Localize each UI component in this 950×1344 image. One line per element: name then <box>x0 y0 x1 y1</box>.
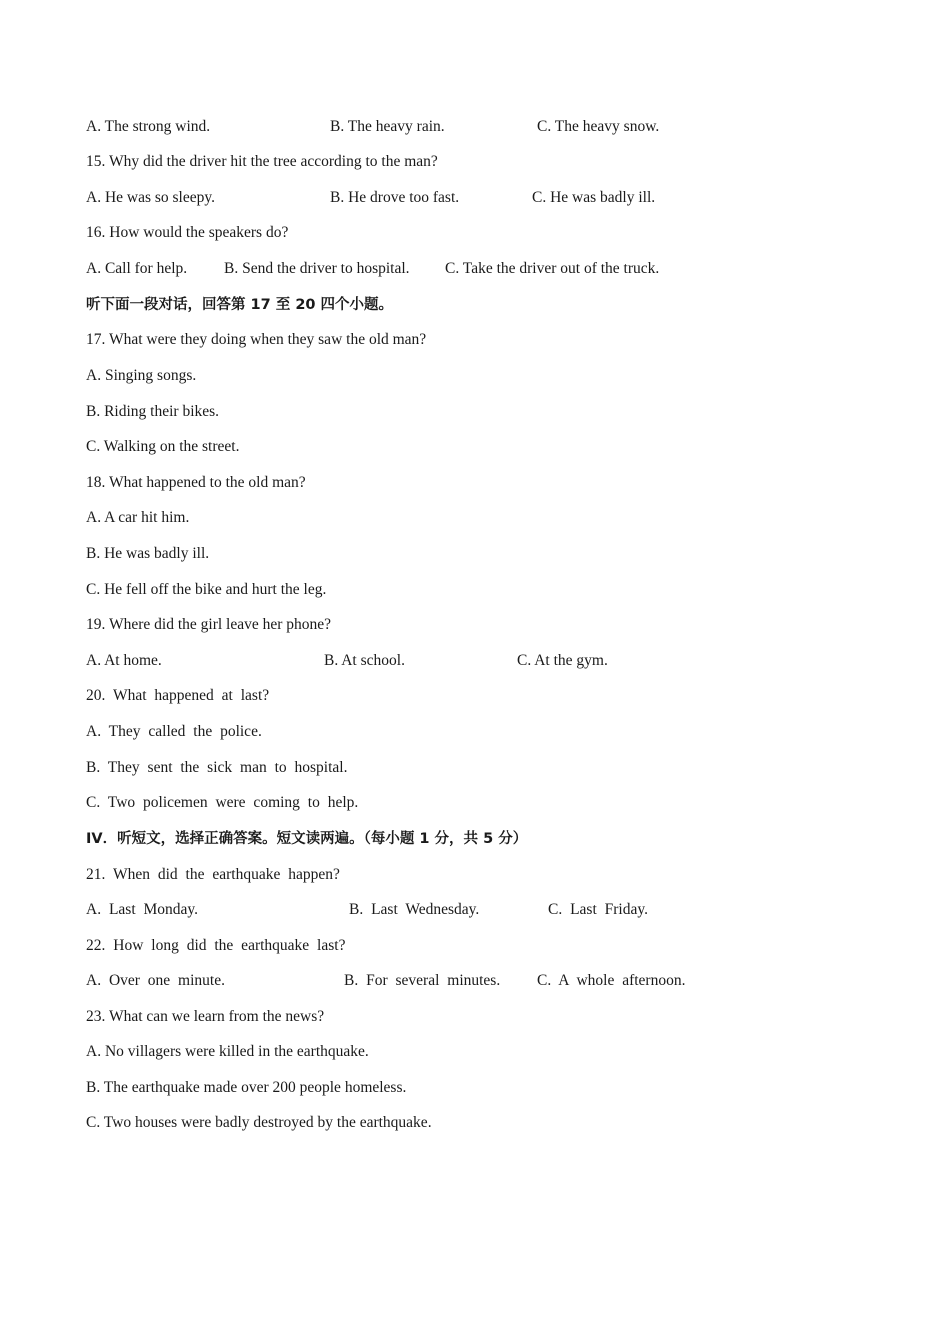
q20-option-b: B. They sent the sick man to hospital. <box>86 759 348 776</box>
q23-question: 23. What can we learn from the news? <box>86 1008 325 1025</box>
q23-option-c: C. Two houses were badly destroyed by the earthquake. <box>86 1114 432 1131</box>
q21-option-c: C. Last Friday. <box>548 901 648 918</box>
q19-question: 19. Where did the girl leave her phone? <box>86 616 332 633</box>
q15-option-b: B. He drove too fast. <box>330 189 460 206</box>
q17-question: 17. What were they doing when they saw the old man? <box>86 331 427 348</box>
q23-option-b: B. The earthquake made over 200 people homeless. <box>86 1079 407 1096</box>
q17-option-a: A. Singing songs. <box>86 367 197 384</box>
q19-option-b: B. At school. <box>324 652 405 669</box>
q18-option-a: A. A car hit him. <box>86 509 190 526</box>
q14-option-a: A. The strong wind. <box>86 118 211 135</box>
q21-option-a: A. Last Monday. <box>86 901 199 918</box>
q15-option-c: C. He was badly ill. <box>532 189 656 206</box>
q20-option-a: A. They called the police. <box>86 723 262 740</box>
q18-option-b: B. He was badly ill. <box>86 545 210 562</box>
q20-option-c: C. Two policemen were coming to help. <box>86 794 359 811</box>
q15-question: 15. Why did the driver hit the tree according to the man? <box>86 153 438 170</box>
q18-question: 18. What happened to the old man? <box>86 474 306 491</box>
q14-option-b: B. The heavy rain. <box>330 118 445 135</box>
q17-option-b: B. Riding their bikes. <box>86 403 220 420</box>
q23-option-a: A. No villagers were killed in the earthquake. <box>86 1043 369 1060</box>
q17-option-c: C. Walking on the street. <box>86 438 240 455</box>
q18-option-c: C. He fell off the bike and hurt the leg. <box>86 581 327 598</box>
q22-option-c: C. A whole afternoon. <box>537 972 686 989</box>
q16-option-b: B. Send the driver to hospital. <box>224 260 410 277</box>
q21-option-b: B. Last Wednesday. <box>349 901 480 918</box>
q15-option-a: A. He was so sleepy. <box>86 189 215 206</box>
q16-question: 16. How would the speakers do? <box>86 224 289 241</box>
q19-option-a: A. At home. <box>86 652 162 669</box>
q16-option-c: C. Take the driver out of the truck. <box>445 260 660 277</box>
section-iv-heading: IV．听短文，选择正确答案。短文读两遍。（每小题 1 分，共 5 分） <box>86 831 528 847</box>
section-instruction-17-20: 听下面一段对话，回答第 17 至 20 四个小题。 <box>86 297 394 313</box>
q19-option-c: C. At the gym. <box>517 652 608 669</box>
q22-option-a: A. Over one minute. <box>86 972 225 989</box>
q16-option-a: A. Call for help. <box>86 260 188 277</box>
q21-question: 21. When did the earthquake happen? <box>86 866 340 883</box>
q22-option-b: B. For several minutes. <box>344 972 501 989</box>
q20-question: 20. What happened at last? <box>86 687 270 704</box>
q22-question: 22. How long did the earthquake last? <box>86 937 346 954</box>
q14-option-c: C. The heavy snow. <box>537 118 660 135</box>
